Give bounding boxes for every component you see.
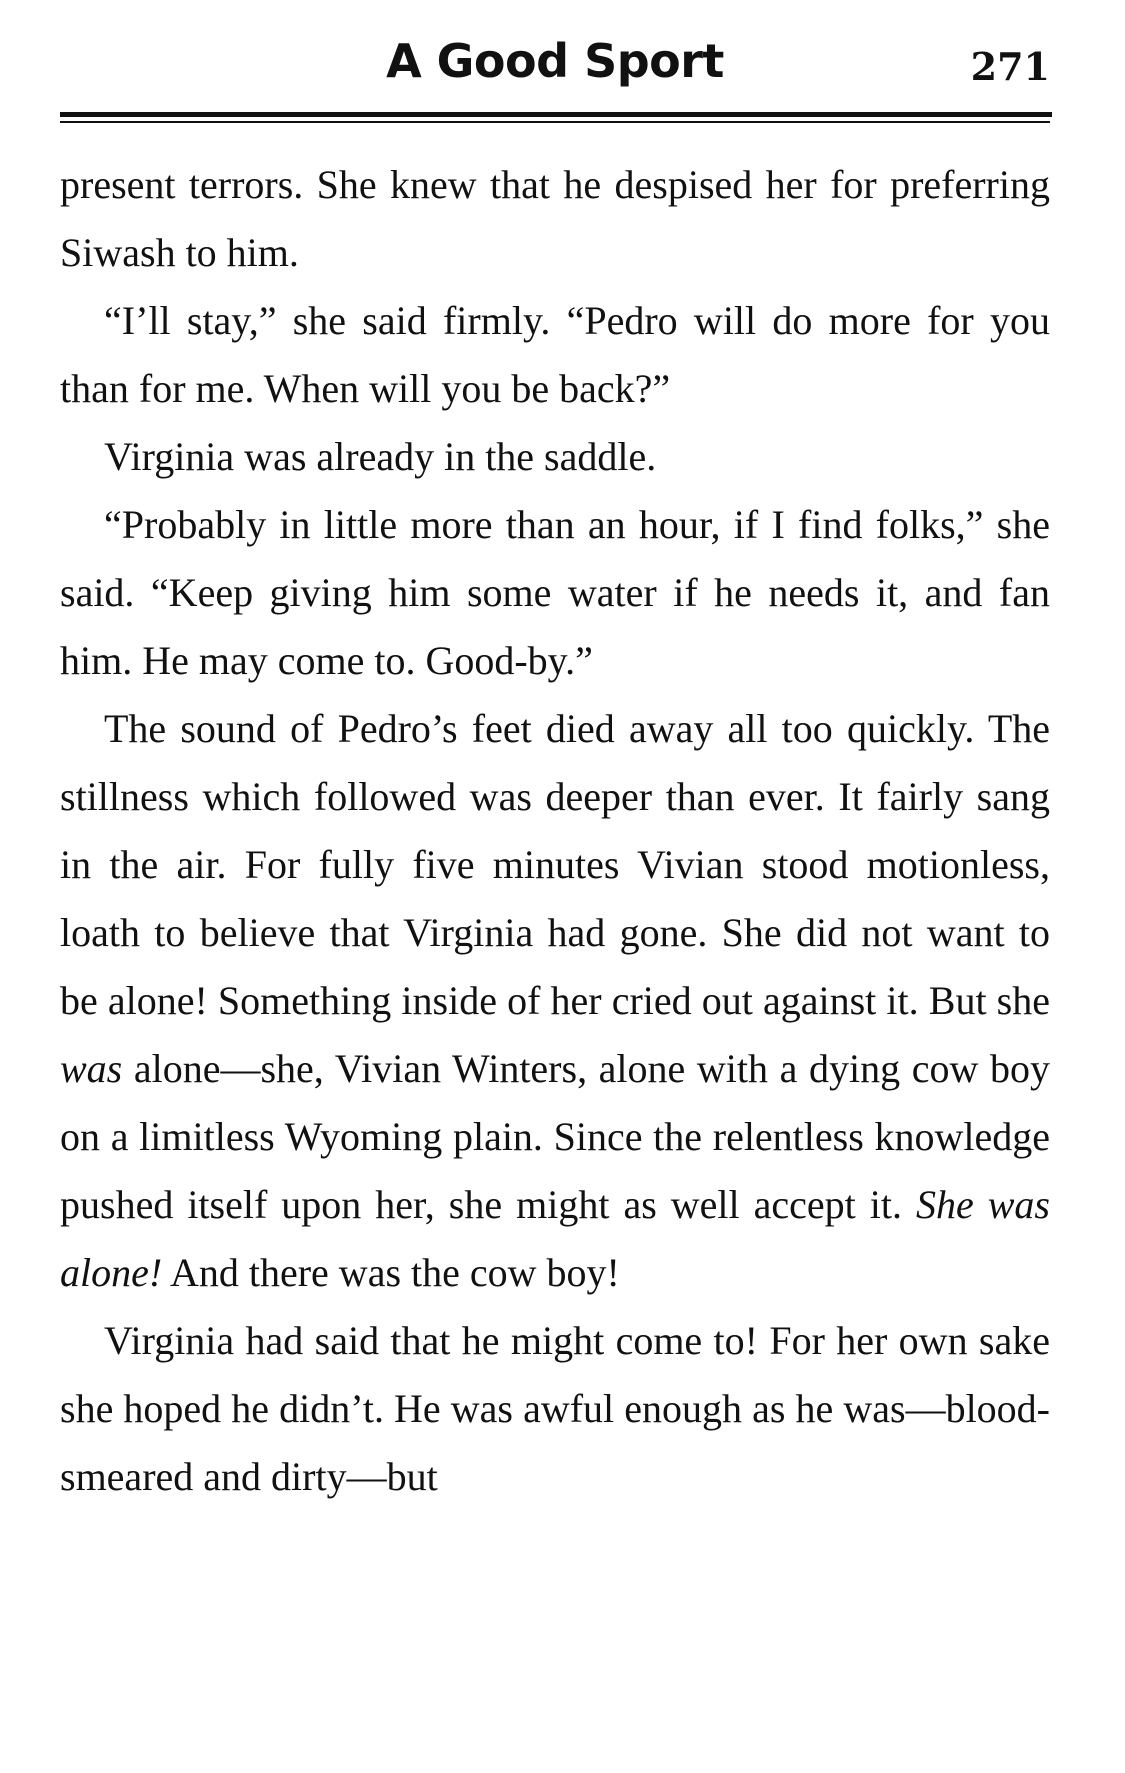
paragraph: Virginia had said that he might come to! For her own sake she hoped he didn’t. He was awful enough as he was—blood-smeared and dirty—but — [60, 1318, 1050, 1499]
running-header — [60, 30, 1050, 102]
paragraph-text: alone—she, Vivian Winters, alone with a dying cow boy on a limitless Wyoming plain. Since the relentless knowledge pushed itself upon her, she might as well accept it. — [60, 1046, 1050, 1227]
header-rule — [60, 112, 1052, 117]
paragraph: “Probably in little more than an hour, if I find folks,” she said. “Keep giving him some water if he needs it, and fan him. He may come to. Good-by.” — [60, 502, 1050, 683]
paragraph-text: And there was the cow boy! — [162, 1250, 620, 1295]
paragraph-text: The sound of Pedro’s feet died away all too quickly. The stillness which followed was deeper than ever. It fairly sang in the air. For fully five minutes Vivian stood motionless, loath to believe that Virginia had gone. She did not want to be alone! Something inside of her cried out against it. But she — [60, 706, 1050, 1023]
italic-text: was — [60, 1046, 123, 1091]
paragraph: “I’ll stay,” she said firmly. “Pedro will do more for you than for me. When will you be back?” — [60, 298, 1050, 411]
header-rule-thin — [60, 121, 1050, 123]
running-title: A Good Sport — [386, 34, 724, 88]
paragraph — [60, 695, 1050, 1307]
italic-text: She was alone! — [60, 1182, 1051, 1295]
page-number: 271 — [970, 44, 1050, 89]
paragraph: Virginia was already in the saddle. — [104, 434, 657, 479]
paragraph-continued: present terrors. She knew that he despised her for preferring Siwash to him. — [60, 162, 1050, 275]
body-text — [60, 151, 1050, 1511]
book-page — [60, 30, 1050, 1511]
